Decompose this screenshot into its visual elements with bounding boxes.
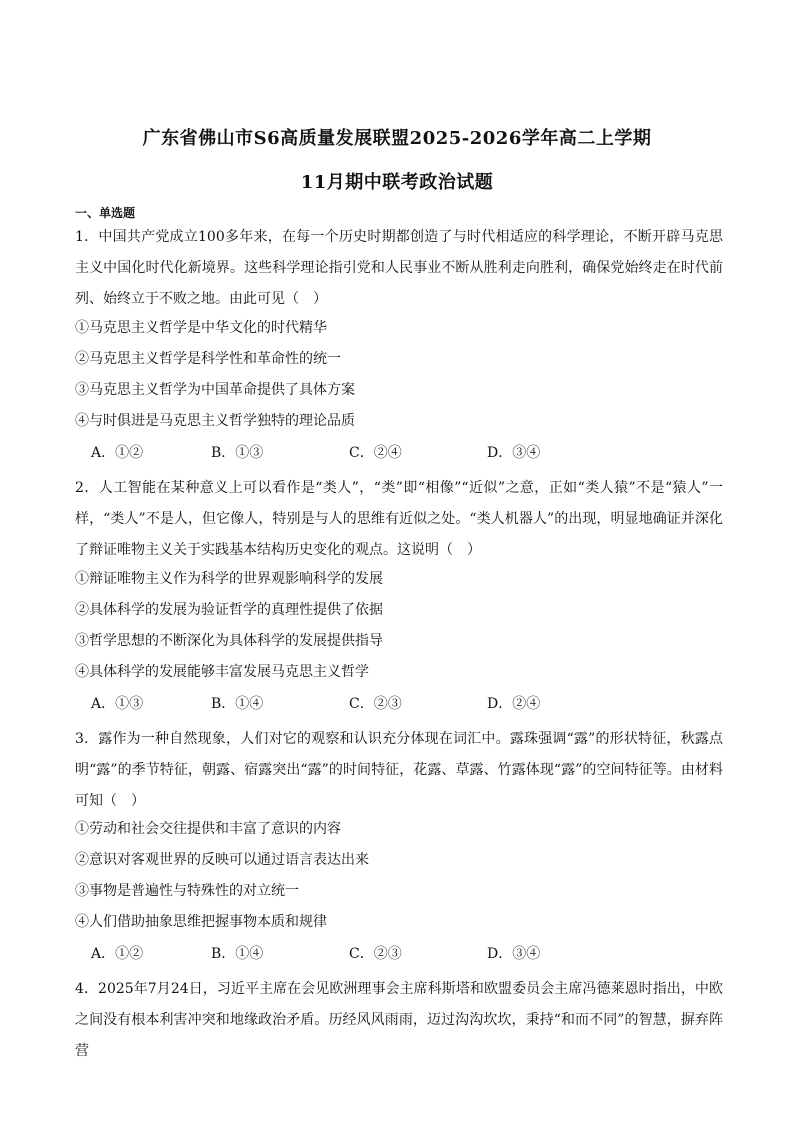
- question-3-stem: 3．露作为一种自然现象，人们对它的观察和认识充分体现在词汇中。露珠强调“露”的形状特征，秋露点明“露”的季节特征，朝露、宿露突出“露”的时间特征，花露、草露、竹露体现“露”的空间特征等。由材料可知（ ）: [75, 731, 723, 809]
- question-1-stem: 1．中国共产党成立100多年来，在每一个历史时期都创造了与时代相适应的科学理论，不断开辟马克思主义中国化时代化新境界。这些科学理论指引党和人民事业不断从胜利走向胜利，确保党始终走在时代前列、始终立于不败之地。由此可见（ ）: [75, 229, 723, 307]
- question-1-choice-a: A．①②: [91, 445, 144, 461]
- question-2-choice-b: B．①④: [211, 696, 264, 712]
- question-2-choice-c: C．②③: [349, 696, 402, 712]
- question-2-stem: 2．人工智能在某种意义上可以看作是“类人”，“类”即“相像”“近似”之意，正如“类人猿”不是“猿人”一样，“类人”不是人，但它像人，特别是与人的思维有近似之处。“类人机器人”的出现，明显地确证并深化了辩证唯物主义关于实践基本结构历史变化的观点。这说明（ ）: [75, 480, 723, 558]
- question-1-choice-b: B．①③: [211, 445, 264, 461]
- question-3-option-3: ③事物是普遍性与特殊性的对立统一: [75, 883, 299, 899]
- question-3-option-4: ④人们借助抽象思维把握事物本质和规律: [75, 914, 327, 930]
- question-1-option-2: ②马克思主义哲学是科学性和革命性的统一: [75, 351, 341, 367]
- question-3-choice-b: B．①④: [211, 946, 264, 962]
- question-3-choice-c: C．②③: [349, 946, 402, 962]
- question-3-choice-a: A．①②: [91, 946, 144, 962]
- document-title-line-2: 11月期中联考政治试题: [300, 172, 494, 193]
- question-2-option-4: ④具体科学的发展能够丰富发展马克思主义哲学: [75, 664, 369, 680]
- question-2-option-2: ②具体科学的发展为验证哲学的真理性提供了依据: [75, 602, 383, 618]
- question-1-choice-c: C．②④: [349, 445, 402, 461]
- question-3-choice-d: D．③④: [487, 946, 541, 962]
- question-2-choice-d: D．②④: [487, 696, 541, 712]
- question-1-option-1: ①马克思主义哲学是中华文化的时代精华: [75, 320, 327, 336]
- question-1-option-3: ③马克思主义哲学为中国革命提供了具体方案: [75, 382, 355, 398]
- question-4-stem: 4．2025年7月24日，习近平主席在会见欧洲理事会主席科斯塔和欧盟委员会主席冯德莱恩时指出，中欧之间没有根本利害冲突和地缘政治矛盾。历经风风雨雨，迈过沟沟坎坎，秉持“和而不同”的智慧，摒弃阵营: [75, 981, 723, 1059]
- question-3-option-2: ②意识对客观世界的反映可以通过语言表达出来: [75, 852, 369, 868]
- document-title-line-1: 广东省佛山市S6高质量发展联盟2025-2026学年高二上学期: [142, 128, 652, 149]
- question-1-choice-d: D．③④: [487, 445, 541, 461]
- question-2-option-1: ①辩证唯物主义作为科学的世界观影响科学的发展: [75, 571, 383, 587]
- question-2-option-3: ③哲学思想的不断深化为具体科学的发展提供指导: [75, 633, 383, 649]
- question-1-option-4: ④与时俱进是马克思主义哲学独特的理论品质: [75, 413, 355, 429]
- section-heading: 一、单选题: [75, 206, 136, 220]
- question-3-option-1: ①劳动和社会交往提供和丰富了意识的内容: [75, 821, 341, 837]
- question-2-choice-a: A．①③: [91, 696, 144, 712]
